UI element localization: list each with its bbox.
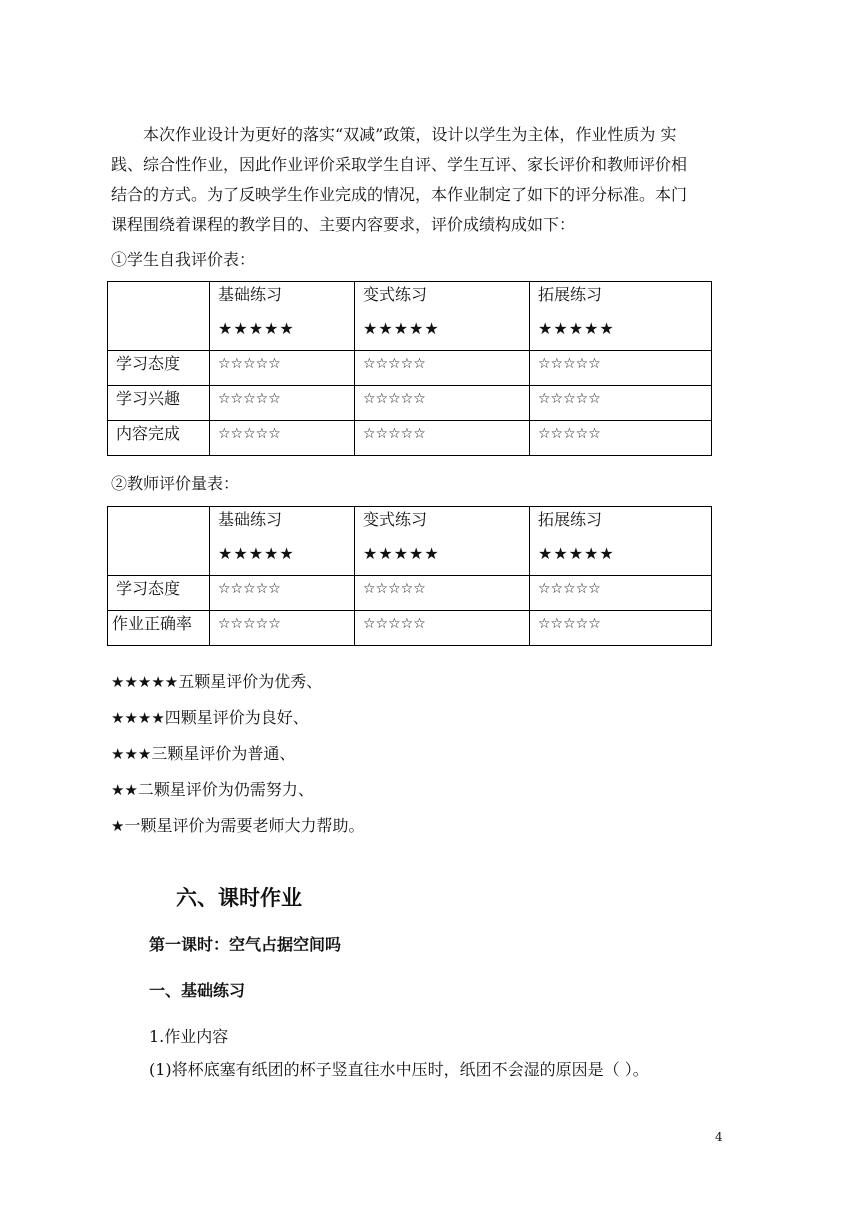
legend-item (111, 772, 364, 808)
legend-item (111, 664, 364, 700)
legend-item (111, 700, 364, 736)
header-stars: ★★★★★ (538, 544, 615, 563)
header-cell (210, 507, 355, 576)
rating-cell: ☆☆☆☆☆ (355, 421, 530, 456)
part-heading: 一、基础练习 (149, 981, 246, 1000)
intro-line: 践、综合性作业，因此作业评价采取学生自评、学生互评、家长评价和教师评价相 (111, 155, 688, 174)
header-cell (210, 282, 355, 351)
section-heading: 六、课时作业 (176, 886, 302, 910)
legend-text: 四颗星评价为良好、 (164, 708, 309, 727)
header-label: 基础练习 (218, 510, 283, 529)
table-row (108, 576, 712, 611)
header-label: 变式练习 (363, 285, 428, 304)
self-evaluation-table (107, 281, 712, 456)
table-row (108, 351, 712, 386)
table-header-row (108, 282, 712, 351)
table-row (108, 421, 712, 456)
row-label: 内容完成 (108, 421, 210, 456)
table-row (108, 611, 712, 646)
teacher-evaluation-table (107, 506, 712, 646)
table-row (108, 386, 712, 421)
table1-caption: ①学生自我评价表： (111, 250, 256, 269)
rating-cell: ☆☆☆☆☆ (530, 386, 712, 421)
header-cell (355, 507, 530, 576)
rating-cell: ☆☆☆☆☆ (210, 576, 355, 611)
header-label: 变式练习 (363, 510, 428, 529)
intro-line: 课程围绕着课程的教学目的、主要内容要求，评价成绩构成如下： (111, 215, 576, 234)
rating-cell: ☆☆☆☆☆ (210, 421, 355, 456)
rating-cell: ☆☆☆☆☆ (210, 611, 355, 646)
legend-stars: ★★★★★ (111, 673, 179, 691)
legend-stars: ★★★ (111, 745, 152, 763)
table2-caption: ②教师评价量表： (111, 474, 240, 493)
header-label: 基础练习 (218, 285, 283, 304)
legend-stars: ★★ (111, 781, 138, 799)
question-text: (1)将杯底塞有纸团的杯子竖直往水中压时，纸团不会湿的原因是（ ）。 (149, 1060, 649, 1079)
rating-cell: ☆☆☆☆☆ (530, 576, 712, 611)
rating-cell: ☆☆☆☆☆ (530, 611, 712, 646)
legend-stars: ★ (111, 817, 125, 835)
row-label: 学习兴趣 (108, 386, 210, 421)
header-label: 拓展练习 (538, 285, 603, 304)
rating-cell: ☆☆☆☆☆ (355, 351, 530, 386)
legend-text: 一颗星评价为需要老师大力帮助。 (124, 816, 365, 835)
row-label: 作业正确率 (108, 611, 210, 646)
rating-cell: ☆☆☆☆☆ (355, 611, 530, 646)
header-stars: ★★★★★ (218, 544, 295, 563)
header-stars: ★★★★★ (363, 319, 440, 338)
rating-cell: ☆☆☆☆☆ (355, 576, 530, 611)
item-heading: 1.作业内容 (149, 1027, 229, 1046)
corner-cell (108, 507, 210, 576)
rating-cell: ☆☆☆☆☆ (210, 351, 355, 386)
intro-line: 本次作业设计为更好的落实“双减”政策，设计以学生为主体，作业性质为 实 (143, 125, 677, 144)
table-header-row (108, 507, 712, 576)
header-label: 拓展练习 (538, 510, 603, 529)
legend-item (111, 736, 364, 772)
header-stars: ★★★★★ (363, 544, 440, 563)
header-stars: ★★★★★ (218, 319, 295, 338)
rating-cell: ☆☆☆☆☆ (210, 386, 355, 421)
legend-stars: ★★★★ (111, 709, 165, 727)
header-stars: ★★★★★ (538, 319, 615, 338)
page-number: 4 (715, 1130, 723, 1144)
legend-text: 三颗星评价为普通、 (151, 744, 296, 763)
rating-cell: ☆☆☆☆☆ (355, 386, 530, 421)
lesson-heading: 第一课时：空气占据空间吗 (149, 935, 342, 954)
header-cell (530, 282, 712, 351)
row-label: 学习态度 (108, 576, 210, 611)
intro-paragraph (111, 120, 747, 240)
corner-cell (108, 282, 210, 351)
header-cell (530, 507, 712, 576)
legend-text: 二颗星评价为仍需努力、 (137, 780, 314, 799)
rating-cell: ☆☆☆☆☆ (530, 421, 712, 456)
intro-line: 结合的方式。为了反映学生作业完成的情况，本作业制定了如下的评分标准。本门 (111, 185, 688, 204)
row-label: 学习态度 (108, 351, 210, 386)
header-cell (355, 282, 530, 351)
rating-cell: ☆☆☆☆☆ (530, 351, 712, 386)
legend-item (111, 808, 364, 844)
legend-text: 五颗星评价为优秀、 (178, 672, 323, 691)
rating-legend (111, 664, 364, 844)
